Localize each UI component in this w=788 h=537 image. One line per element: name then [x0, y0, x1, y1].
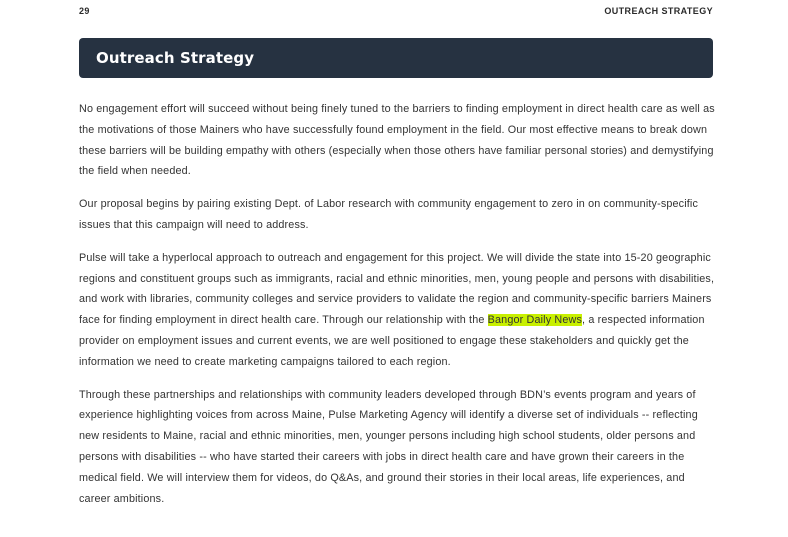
page-header: [79, 6, 713, 16]
page-number: 29: [79, 6, 90, 16]
paragraph-barriers: No engagement effort will succeed without being finely tuned to the barriers to finding employment in direct health care as well as the motivations of those Mainers who have successfully found employment in the field. Our most effective means to break down these barriers will be building empathy with others (especially when those others have familiar personal stories) and demystifying the field when needed.: [79, 103, 715, 178]
section-title-bar: [79, 38, 713, 78]
section-title: Outreach Strategy: [96, 49, 255, 67]
paragraph-hyperlocal: [79, 248, 719, 373]
highlighted-bangor-daily-news: Bangor Daily News: [487, 314, 583, 327]
paragraph-hyperlocal-end: , a respected information provider on employment issues and current events, we are well positioned to engage these stakeholders and quickly get the information we need to create marketing campaigns tailored to each region.: [79, 314, 705, 368]
running-section-title: OUTREACH STRATEGY: [604, 6, 713, 16]
body-text: [79, 99, 719, 521]
paragraph-proposal: Our proposal begins by pairing existing Dept. of Labor research with community engagement to zero in on community-specific issues that this campaign will need to address.: [79, 198, 699, 231]
paragraph-hyperlocal-start: Pulse will take a hyperlocal approach to outreach and engagement for this project. We will divide the state into 15-20 geographic regions and constituent groups such as immigrants, racial and ethnic minorities, men, young people and persons with disabilities, and work with libraries, community colleges and service providers to validate the region and community-specific barriers Mainers face for finding employment in direct health care. Through our relationship with the: [79, 251, 715, 327]
paragraph-partnerships: Through these partnerships and relationships with community leaders developed through BDN’s events program and years of experience highlighting voices from across Maine, Pulse Marketing Agency will identify a diverse set of individuals -- reflecting new residents to Maine, racial and ethnic minorities, men, younger persons including high school students, older persons and persons with disabilities -- who have started their careers with jobs in direct health care and have grown their careers in the medical field. We will interview them for videos, do Q&As, and ground their stories in their local areas, life experiences, and career ambitions.: [79, 388, 698, 505]
